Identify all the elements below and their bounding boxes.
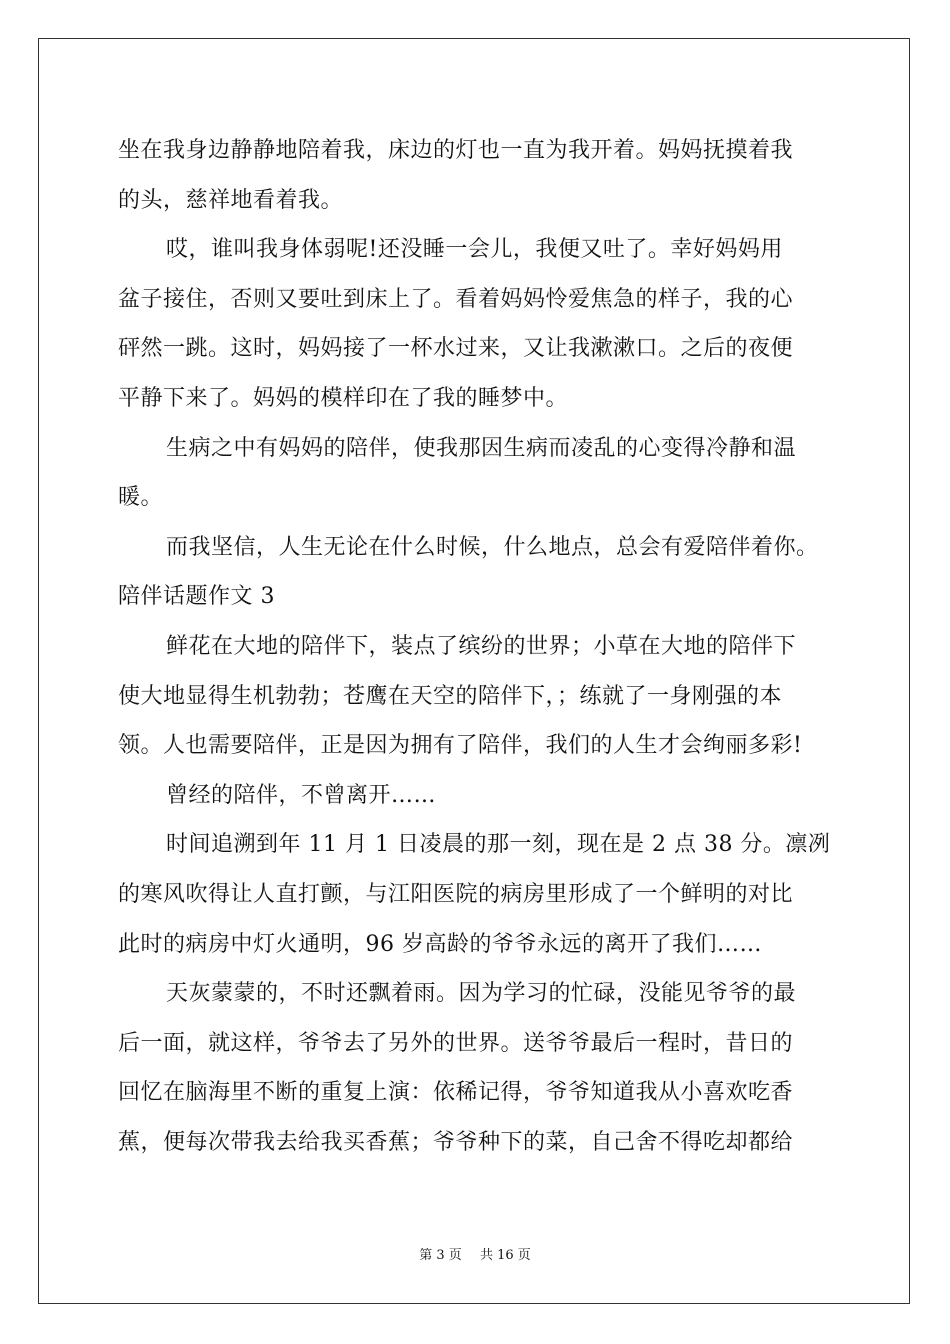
text-line: 此时的病房中灯火通明，96 岁高龄的爷爷永远的离开了我们…… <box>118 931 762 957</box>
text-line: 后一面，就这样，爷爷去了另外的世界。送爷爷最后一程时，昔日的 <box>118 1030 794 1056</box>
text-line: 平静下来了。妈妈的模样印在了我的睡梦中。 <box>118 385 569 411</box>
text-line: 哎，谁叫我身体弱呢!还没睡一会儿，我便又吐了。幸好妈妈用 <box>166 237 783 263</box>
text-line: 曾经的陪伴，不曾离开…… <box>166 782 437 808</box>
text-line: 鲜花在大地的陪伴下，装点了缤纷的世界；小草在大地的陪伴下 <box>166 633 797 659</box>
text-line: 暖。 <box>118 485 164 511</box>
text-line: 回忆在脑海里不断的重复上演：依稀记得，爷爷知道我从小喜欢吃香 <box>118 1080 794 1106</box>
document-body <box>118 126 838 1167</box>
text-line: 生病之中有妈妈的陪伴，使我那因生病而凌乱的心变得冷静和温 <box>166 435 797 461</box>
text-line: 领。人也需要陪伴，正是因为拥有了陪伴，我们的人生才会绚丽多彩! <box>118 733 803 759</box>
page-number: 第 3 页 <box>419 1248 462 1263</box>
text-line: 的头，慈祥地看着我。 <box>118 187 344 213</box>
text-line: 坐在我身边静静地陪着我，床边的灯也一直为我开着。妈妈抚摸着我 <box>118 138 794 163</box>
page-total: 共 16 页 <box>479 1248 531 1263</box>
text-line: 天灰蒙蒙的，不时还飘着雨。因为学习的忙碌，没能见爷爷的最 <box>166 981 797 1007</box>
text-line: 时间追溯到年 11 月 1 日凌晨的那一刻，现在是 2 点 38 分。凛冽 <box>166 832 831 858</box>
text-line: 蕉，便每次带我去给我买香蕉；爷爷种下的菜，自己舍不得吃却都给 <box>118 1129 794 1155</box>
text-line: 使大地显得生机勃勃；苍鹰在天空的陪伴下，；练就了一身刚强的本 <box>118 683 783 709</box>
text-line: 的寒风吹得让人直打颤，与江阳医院的病房里形成了一个鲜明的对比 <box>118 881 794 907</box>
text-line: 盆子接住，否则又要吐到床上了。看着妈妈怜爱焦急的样子，我的心 <box>118 286 794 312</box>
text-line: 而我坚信，人生无论在什么时候，什么地点，总会有爱陪伴着你。 <box>166 534 819 560</box>
page-footer <box>0 1246 950 1266</box>
text-line: 砰然一跳。这时，妈妈接了一杯水过来，又让我漱漱口。之后的夜便 <box>118 336 794 362</box>
text-line: 陪伴话题作文 3 <box>118 584 275 610</box>
